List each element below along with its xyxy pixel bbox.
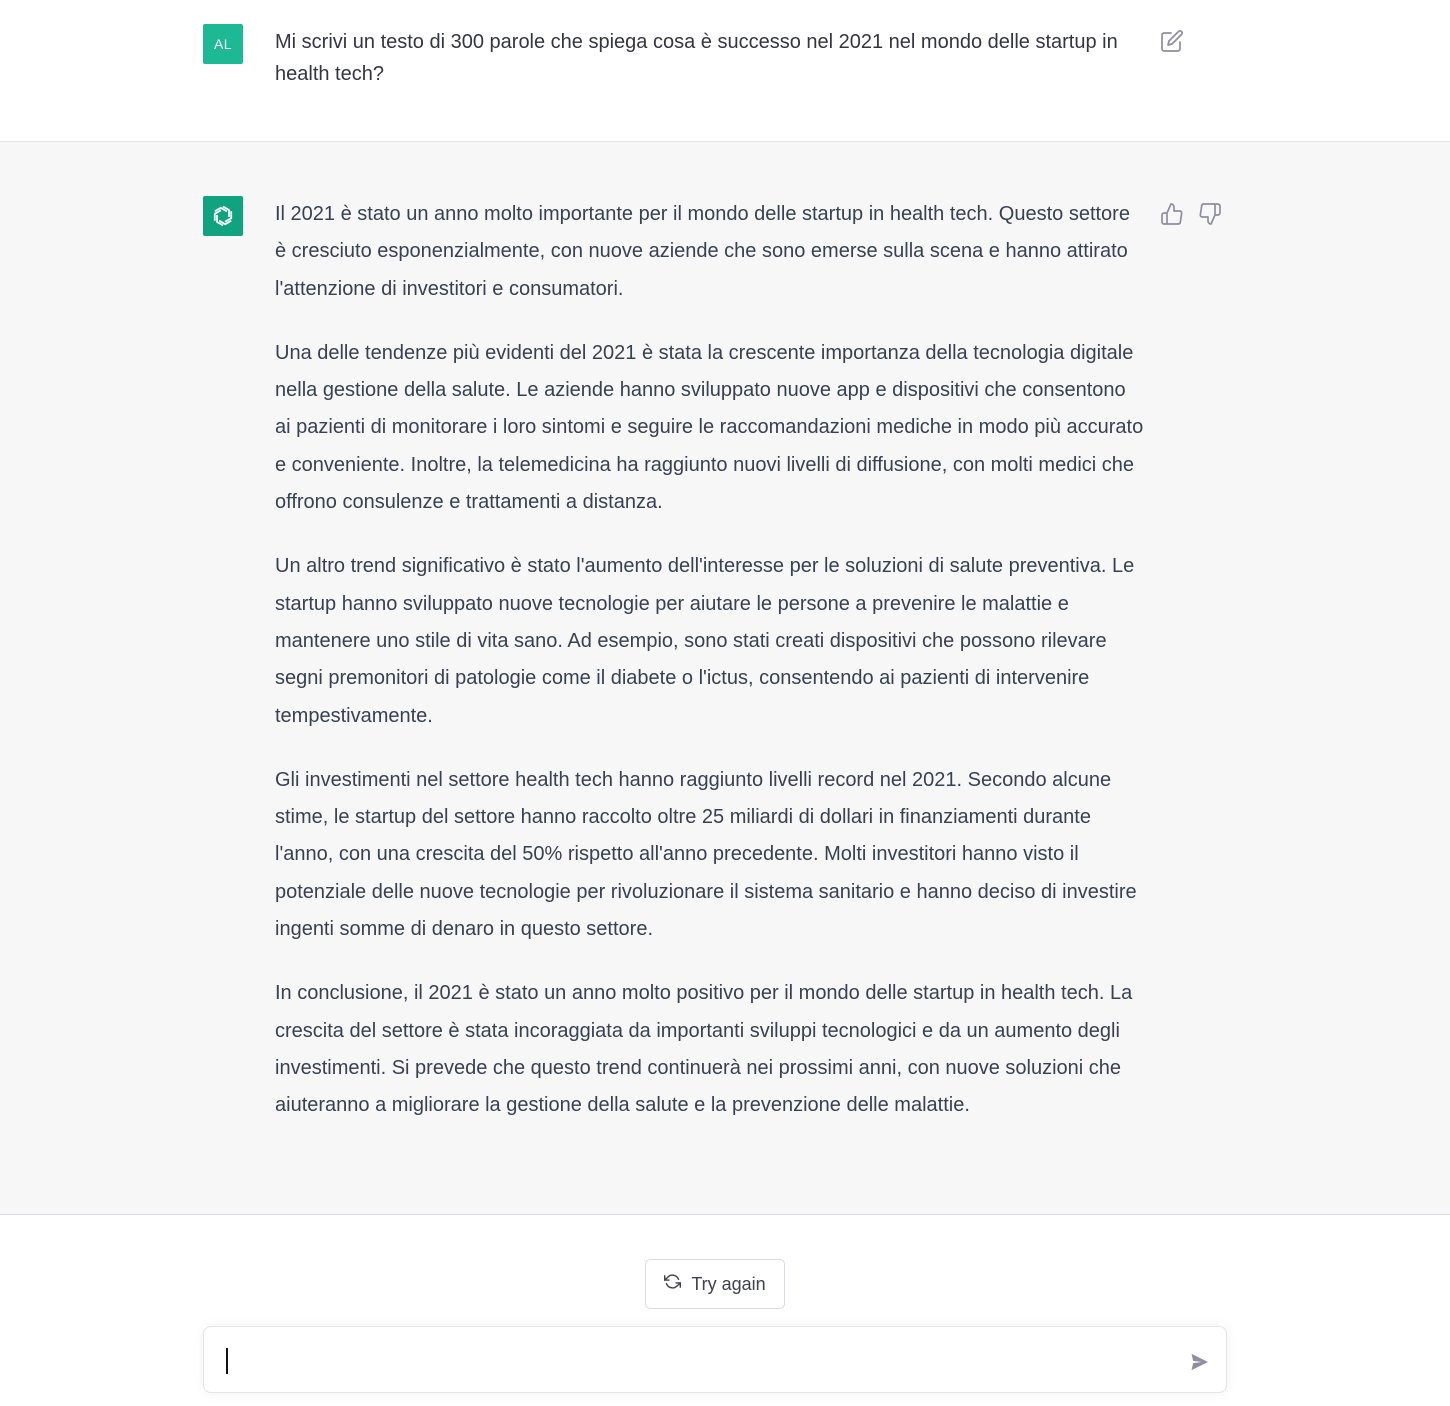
refresh-icon <box>664 1273 681 1295</box>
text-caret <box>226 1348 228 1374</box>
user-message-text: Mi scrivi un testo di 300 parole che spiega cosa è successo nel 2021 nel mondo delle startup in health tech? <box>275 31 1118 85</box>
answer-paragraph: Un altro trend significativo è stato l'aumento dell'interesse per le soluzioni di salute preventiva. Le startup hanno sviluppato nuove tecnologie per aiutare le persone a prevenire le malattie e mantenere uno stile di vita sano. Ad esempio, sono stati creati dispositivi che possono rilevare segni premonitori di patologie come il diabete o l'ictus, consentendo ai pazienti di intervenire tempestivamente. <box>275 555 1135 727</box>
answer-paragraph: In conclusione, il 2021 è stato un anno molto positivo per il mondo delle startup in health tech. La crescita del settore è stata incoraggiata da importanti sviluppi tecnologici e da un aumento degli investimenti. Si prevede che questo trend continuerà nei prossimi anni, con nuove soluzioni che aiuteranno a migliorare la gestione della salute e la prevenzione delle malattie. <box>275 982 1133 1117</box>
send-icon[interactable] <box>1188 1351 1210 1373</box>
answer-paragraph: Gli investimenti nel settore health tech hanno raggiunto livelli record nel 2021. Secondo alcune stime, le startup del settore hanno raccolto oltre 25 miliardi di dollari in finanziamenti durante l'anno, con una crescita del 50% rispetto all'anno precedente. Molti investitori hanno visto il potenziale delle nuove tecnologie per rivoluzionare il sistema sanitario e hanno deciso di investire ingenti somme di denaro in questo settore. <box>275 768 1137 941</box>
composer-area <box>0 1215 1450 1406</box>
message-input-box <box>203 1326 1227 1393</box>
assistant-message-row <box>0 142 1450 1215</box>
user-avatar: AL <box>203 24 243 64</box>
user-message-row <box>0 0 1450 142</box>
openai-logo-icon <box>203 196 243 236</box>
try-again-label: Try again <box>691 1273 766 1294</box>
thumbs-up-icon[interactable] <box>1160 202 1184 226</box>
thumbs-down-icon[interactable] <box>1198 202 1222 226</box>
answer-paragraph: Il 2021 è stato un anno molto importante per il mondo delle startup in health tech. Questo settore è cresciuto esponenzialmente, con nuove aziende che sono emerse sulla scena e hanno attirato l'attenzione di investitori e consumatori. <box>275 203 1130 300</box>
message-input[interactable] <box>224 1347 1168 1379</box>
answer-paragraph: Una delle tendenze più evidenti del 2021 è stata la crescente importanza della tecnologia digitale nella gestione della salute. Le aziende hanno sviluppato nuove app e dispositivi che consentono ai pazienti di monitorare i loro sintomi e seguire le raccomandazioni mediche in modo più accurato e conveniente. Inoltre, la telemedicina ha raggiunto nuovi livelli di diffusione, con molti medici che offrono consulenze e trattamenti a distanza. <box>275 341 1144 514</box>
try-again-button[interactable] <box>645 1259 785 1309</box>
assistant-answer <box>275 196 1145 1152</box>
edit-icon[interactable] <box>1160 29 1184 53</box>
